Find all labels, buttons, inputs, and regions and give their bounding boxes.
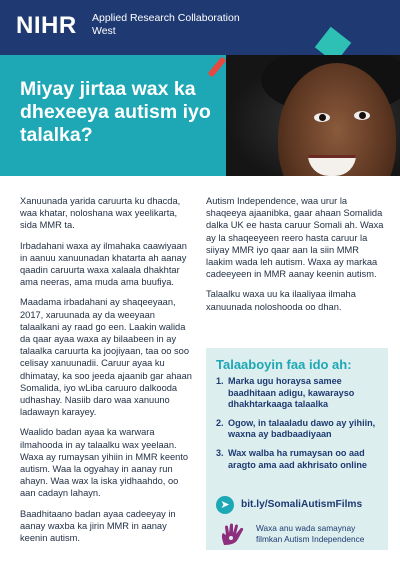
nihr-logo: NIHR — [16, 12, 77, 39]
page-title: Miyay jirtaa wax ka dhexeeya autism iyo talalka? — [20, 78, 211, 146]
org-line-2: West — [92, 25, 116, 37]
paragraph: Waalido badan ayaa ka warwara ilmahooda in ay talaalku wax yeelaan. Waxa ay rumaysan yihiin in MMR keento autism. Waa la ogyahay in aanay run ahayn. Waa wax la iska yidhaahdo, oo aan cadayn lahayn. — [20, 427, 189, 499]
tip-item — [216, 448, 382, 471]
photo-eye-right — [354, 111, 370, 120]
tips-title: Talaaboyin faa ido ah: — [216, 357, 352, 372]
org-line-1: Applied Research Collaboration — [92, 12, 240, 24]
paragraph: Xanuunada yarida caruurta ku dhacda, waa khatar, noloshana wax yeelikarta, sida MMR ta. — [20, 196, 181, 231]
photo-eye-left — [314, 113, 330, 122]
paragraph: Baadhitaano badan ayaa cadeeyay in aanay waxba ka jirin MMR in aanay keenin autism. — [20, 508, 176, 544]
hand-logo-icon — [218, 523, 248, 547]
tip-text: Marka ugu horaysa samee baadhitaan adigu, kawarayso dhakhtarkaaga talaalka — [228, 376, 355, 410]
paragraph: Autism Independence, waa urur la shaqeeya ajaanibka, gaar ahaan Somalida dalka UK ee hasta caruur Somali ah. Waxa ay la shaqeeyeen reero hasta caruur la siiyay MMR iyo qaar aan la siin MMR laakim wada leh autism. Waxa ay markaa cadeeyeen in MMR aanay keenin autism. — [206, 196, 384, 280]
left-column — [20, 195, 196, 552]
partner-credit: Waxa anu wada samaynay filmkan Autism Independence — [256, 523, 365, 544]
tip-item — [216, 376, 382, 411]
organisation-name — [92, 12, 262, 38]
child-photo — [226, 55, 400, 176]
tip-item — [216, 418, 382, 441]
right-column — [206, 195, 388, 321]
tip-text: Ogow, in talaaladu dawo ay yihiin, waxna ay badbaadiyaan — [228, 417, 376, 440]
tip-number: 3. — [216, 447, 224, 458]
films-link[interactable] — [216, 496, 382, 516]
tips-box — [206, 348, 388, 550]
films-link-text[interactable]: bit.ly/SomaliAutismFilms — [241, 499, 363, 510]
tip-number: 1. — [216, 376, 224, 386]
tip-number: 2. — [216, 417, 224, 428]
paragraph: Irbadahani waxa ay ilmahaka caawiyaan in aanuu xanuunadan khatarta ah aanay qaadin caruurta waxa xalaala dhakhtar ama neeras, ama muda ama buufiya. — [20, 240, 187, 288]
tip-text: Wax walba ha rumaysan oo aad aragto ama aad akhrisato online — [228, 447, 367, 470]
cursor-click-icon: ➤ — [216, 496, 234, 514]
tips-list — [216, 376, 382, 478]
paragraph: Maadama irbadahani ay shaqeeyaan, 2017, xaruunada ay da weeyaan talaalkani ay raad go een. Laakin walida da qaar ayaa waxa ay bilaabeen in ay talaalka caruurta ka joojiyaan, taa oo soo celisay xanuunadii. Caruur ayaa ku dhimatay, ka soo jeeda ajaanib gar ahaan Somalida, iyo wLiba caruuro dalkooda udhashay. Nasiib daro waa xanuuno ladawayn karayey. — [20, 297, 192, 418]
paragraph: Talaalku waxa uu ka ilaaliyaa ilmaha xanuunada noloshooda oo dhan. — [206, 289, 356, 312]
